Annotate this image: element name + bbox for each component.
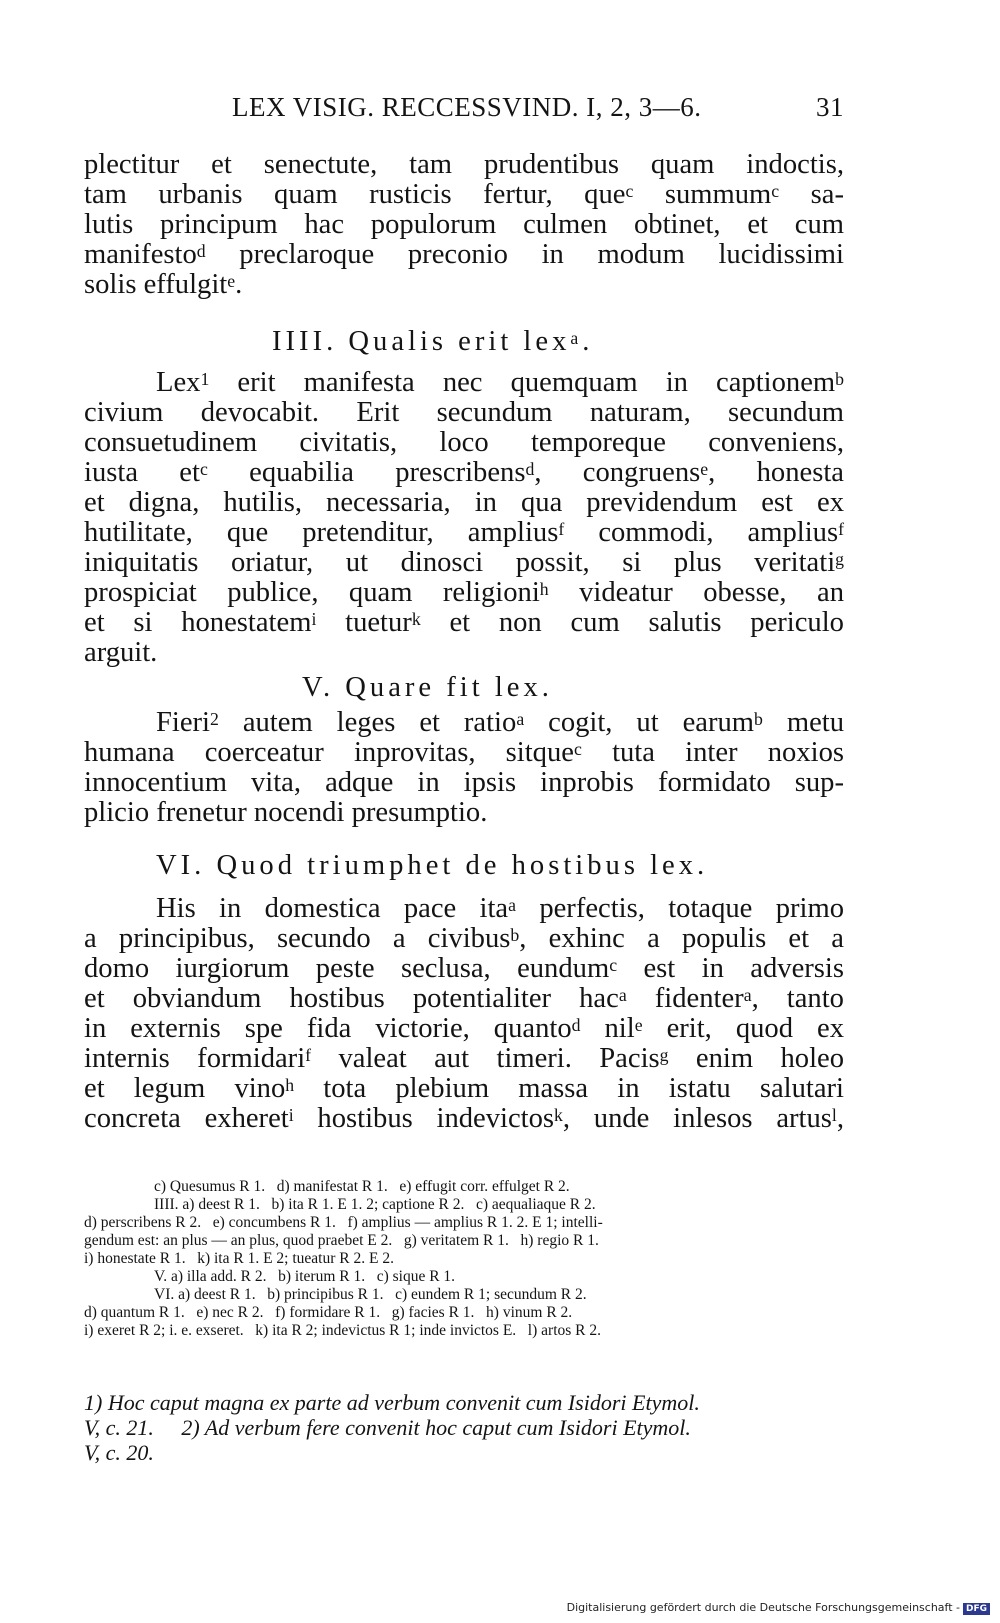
variant-note-line: VI. a) deest R 1. b) principibus R 1. c) eundem R 1; secundum R 2.: [154, 1286, 587, 1303]
text-line: et obviandum hostibus potentialiter hac$^a$ fidenter$^a$, tanto: [84, 983, 844, 1014]
paragraph-3: [84, 708, 844, 828]
text-line: et legum vino$^h$ tota plebium massa in istatu salutari: [84, 1073, 844, 1104]
variant-note-line: i) honestate R 1. k) ita R 1. E 2; tueatur R 2. E 2.: [84, 1250, 394, 1267]
text-line: concreta exheret$^i$ hostibus indevictos$^k$, unde inlesos artus$^l$,: [84, 1103, 844, 1134]
text-line: plicio frenetur nocendi presumptio.: [84, 797, 488, 828]
section-heading-vi: VI. Quod triumphet de hostibus lex.: [156, 850, 709, 881]
dfg-logo: DFG: [963, 1603, 990, 1615]
text-line: innocentium vita, adque in ipsis inprobis formidato sup-: [84, 767, 844, 798]
credit-text: Digitalisierung gefördert durch die Deutsche Forschungsgemeinschaft -: [566, 1601, 960, 1614]
text-line: Fieri$^2$ autem leges et ratio$^a$ cogit, ut earum$^b$ metu: [156, 707, 845, 738]
section-heading-iiii: IIII. Qualis erit lex$^a$.: [272, 326, 594, 357]
text-line: manifesto$^d$ preclaroque preconio in modum lucidissimi: [84, 239, 844, 270]
text-line: humana coerceatur inprovitas, sitque$^c$ tuta inter noxios: [84, 737, 845, 768]
variant-note-line: d) quantum R 1. e) nec R 2. f) formidare R 1. g) facies R 1. h) vinum R 2.: [84, 1304, 573, 1321]
footnotes: [84, 1390, 844, 1465]
variant-notes: [84, 1178, 844, 1340]
footnote-line: 1) Hoc caput magna ex parte ad verbum convenit cum Isidori Etymol.: [84, 1390, 700, 1415]
text-line: et digna, hutilis, necessaria, in qua previdendum est ex: [84, 487, 844, 518]
footnote-line: V, c. 21. 2) Ad verbum fere convenit hoc caput cum Isidori Etymol.: [84, 1415, 691, 1440]
text-line: et si honestatem$^i$ tuetur$^k$ et non cum salutis periculo: [84, 607, 844, 638]
text-line: domo iurgiorum peste seclusa, eundum$^c$ est in adversis: [84, 953, 844, 984]
text-line: iusta $et^c$ equabilia prescribens$^d$, congruens$^e$, honesta: [84, 457, 844, 488]
text-line: hutilitate, que pretenditur, amplius$^f$ commodi, amplius$^f$: [84, 517, 845, 548]
text-line: plectitur et senectute, tam prudentibus quam indoctis,: [84, 149, 844, 180]
variant-note-line: i) exeret R 2; i. e. exseret. k) ita R 2; indevictus R 1; inde invictos E. l) artos R 2.: [84, 1322, 601, 1339]
section-heading-v: V. Quare fit lex.: [302, 672, 553, 703]
paragraph-4: [84, 894, 844, 1134]
text-line: consuetudinem civitatis, loco temporeque conveniens,: [84, 427, 844, 458]
digitization-credit: [567, 1601, 990, 1615]
text-line: lutis principum hac populorum culmen obtinet, et cum: [84, 209, 844, 240]
paragraph-1: [84, 150, 844, 300]
variant-note-line: d) perscribens R 2. e) concumbens R 1. f) amplius — amplius R 1. 2. E 1; intelli-: [84, 1214, 603, 1231]
footnote-line: V, c. 20.: [84, 1440, 154, 1465]
paragraph-2: [84, 368, 844, 668]
text-line: His in domestica pace ita$^a$ perfectis, totaque primo: [156, 893, 844, 924]
text-line: iniquitatis oriatur, ut dinosci possit, si plus veritati$^g$: [84, 547, 844, 578]
text-line: arguit.: [84, 637, 158, 668]
variant-note-line: c) Quesumus R 1. d) manifestat R 1. e) effugit corr. effulget R 2.: [154, 1178, 570, 1195]
variant-note-line: IIII. a) deest R 1. b) ita R 1. E 1. 2; captione R 2. c) aequaliaque R 2.: [154, 1196, 596, 1213]
text-line: civium devocabit. Erit secundum naturam, secundum: [84, 397, 844, 428]
running-title: LEX VISIG. RECCESSVIND. I, 2, 3—6.: [232, 92, 702, 122]
page-number: 31: [816, 92, 844, 122]
variant-note-line: gendum est: an plus — an plus, quod praebet E 2. g) veritatem R 1. h) regio R 1.: [84, 1232, 599, 1249]
text-line: prospiciat publice, quam religioni$^h$ videatur obesse, an: [84, 577, 844, 608]
text-line: internis formidari$^f$ valeat aut timeri. Pacis$^g$ enim holeo: [84, 1043, 844, 1074]
text-line: tam urbanis quam rusticis fertur, que$^c$ summum$^c$ sa-: [84, 179, 844, 210]
text-line: solis effulgit$^e$.: [84, 269, 243, 300]
variant-note-line: V. a) illa add. R 2. b) iterum R 1. c) sique R 1.: [154, 1268, 456, 1285]
text-line: in externis spe fida victorie, quanto$^d$ nil$^e$ erit, quod ex: [84, 1013, 844, 1044]
running-header: [84, 92, 844, 126]
text-line: a principibus, secundo a civibus$^b$, exhinc a populis et a: [84, 923, 844, 954]
text-line: Lex$^1$ erit manifesta nec quemquam in captionem$^b$: [156, 367, 844, 398]
